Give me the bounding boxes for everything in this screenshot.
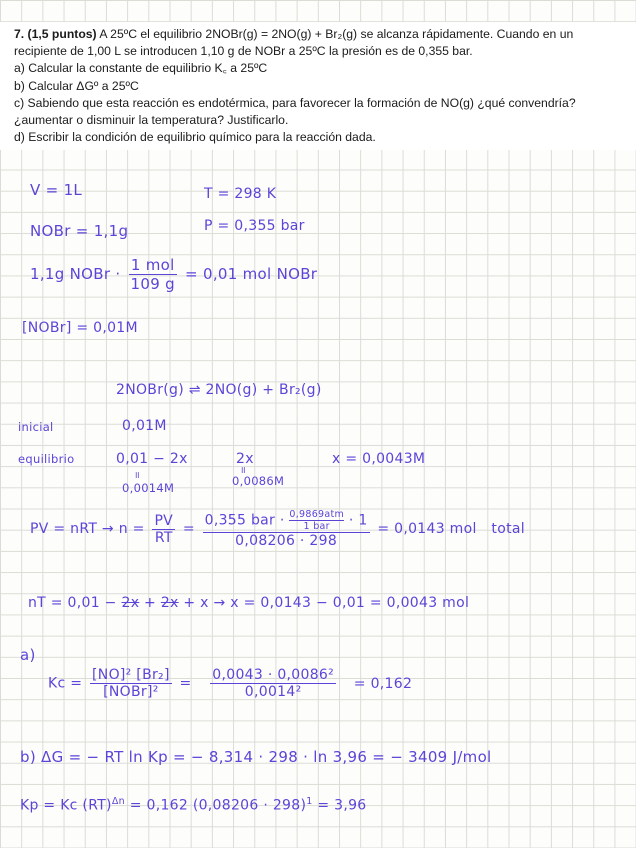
- kc-num: [NO]² [Br₂]: [92, 667, 170, 683]
- ideal-gas-calculation: [30, 509, 525, 549]
- concentration: [NOBr] = 0,01M: [22, 320, 138, 336]
- eq-nobr: 0,01 − 2x: [116, 451, 188, 467]
- given-volume: V = 1L: [30, 181, 83, 199]
- problem-heading: 7. (1,5 puntos): [14, 27, 97, 41]
- kp-calculation: [20, 796, 366, 814]
- eq-x: x = 0,0043M: [332, 451, 426, 467]
- pv-result: = 0,0143 mol: [377, 521, 477, 537]
- kc-values-fraction: [210, 667, 336, 700]
- kc-den2: 0,0014²: [244, 684, 302, 700]
- pv-conv-num: 0,9869atm: [289, 509, 345, 520]
- question-d: d) Escribir la condición de equilibrio químico para la reacción dada.: [14, 130, 376, 145]
- given-mass: NOBr = 1,1g: [30, 222, 129, 240]
- nt-strike-2: 2x: [160, 595, 179, 611]
- kc-calculation: [48, 667, 412, 700]
- pv-top-pre: 0,355 bar ·: [204, 512, 285, 529]
- kc-num2: 0,0043 · 0,0086²: [212, 667, 335, 683]
- moles-result: = 0,01 mol NOBr: [185, 265, 318, 283]
- equal-mark-2: ॥: [240, 465, 246, 476]
- equal-mark-1: ॥: [134, 470, 140, 481]
- question-b: b) Calcular ΔGº a 25ºC: [14, 78, 139, 93]
- kc-expression-fraction: [90, 667, 172, 700]
- molar-num: 1 mol: [129, 256, 177, 275]
- kc-den: [NOBr]²: [103, 684, 159, 700]
- kp-result: = 3,96: [317, 797, 367, 814]
- kp-lhs: Kp = Kc (RT): [20, 797, 112, 814]
- moles-calculation: [30, 256, 317, 293]
- pv-den: RT: [154, 529, 173, 546]
- molar-den: 109 g: [130, 275, 175, 293]
- nt-post: + x → x = 0,0143 − 0,01 = 0,0043 mol: [183, 595, 470, 611]
- moles-lhs: 1,1g NOBr ·: [30, 265, 121, 283]
- pv-den-full: 0,08206 · 298: [235, 533, 338, 549]
- pv-lhs: PV = nRT → n =: [30, 521, 145, 537]
- inicial-label: inicial: [18, 420, 54, 434]
- kc-eq: =: [179, 675, 192, 692]
- pv-total: total: [491, 521, 525, 537]
- problem-statement: [0, 22, 636, 150]
- kp-exponent-dn: Δn: [111, 796, 125, 807]
- pv-eq: =: [182, 521, 195, 537]
- problem-intro: A 25ºC el equilibrio 2NOBr(g) = 2NO(g) + Br₂(g) se alcanza rápidamente. Cuando en un recipiente de 1,00 L se introducen 1,10 g de NOBr a 25ºC la presión es de 0,355 bar.: [14, 27, 574, 59]
- pv-values-fraction: [203, 509, 370, 549]
- eq-nobr-value: 0,0014M: [122, 481, 175, 495]
- question-c: c) Sabiendo que esta reacción es endotérmica, para favorecer la formación de NO(g) ¿qué convendría?¿aumentar o disminuir la temperatura? Justificarlo.: [14, 95, 576, 128]
- pv-conv-den: 1 bar: [303, 521, 330, 532]
- reaction-equation: 2NOBr(g) ⇌ 2NO(g) + Br₂(g): [116, 382, 322, 398]
- nt-strike-1: 2x: [121, 595, 140, 611]
- inicial-value: 0,01M: [122, 418, 167, 434]
- eq-no: 2x: [236, 451, 254, 467]
- molar-mass-fraction: [129, 256, 177, 293]
- eq-no-value: 0,0086M: [232, 474, 285, 488]
- pv-num: PV: [154, 512, 174, 529]
- equilibrio-label: equilibrio: [18, 452, 75, 466]
- given-temperature: T = 298 K: [204, 186, 277, 202]
- unit-conversion-fraction: [289, 509, 344, 532]
- kc-lhs: Kc =: [48, 675, 83, 692]
- total-moles-line: [28, 595, 469, 611]
- pv-top-post: · 1: [348, 512, 368, 529]
- kp-mid: = 0,162 (0,08206 · 298): [129, 797, 307, 814]
- nt-mid: +: [144, 595, 157, 611]
- pv-rt-fraction: [152, 513, 175, 546]
- given-pressure: P = 0,355 bar: [204, 218, 305, 234]
- nt-pre: nT = 0,01 −: [28, 595, 117, 611]
- answer-a-label: a): [20, 646, 36, 664]
- pv-values-num: [203, 509, 370, 533]
- kc-result: = 0,162: [353, 675, 413, 692]
- question-a: a) Calcular la constante de equilibrio K꜀ a 25ºC: [14, 61, 268, 76]
- answer-b-line: b) ΔG = − RT ln Kp = − 8,314 · 298 · ln 3,96 = − 3409 J/mol: [20, 748, 492, 766]
- kp-exponent-1: 1: [306, 796, 313, 807]
